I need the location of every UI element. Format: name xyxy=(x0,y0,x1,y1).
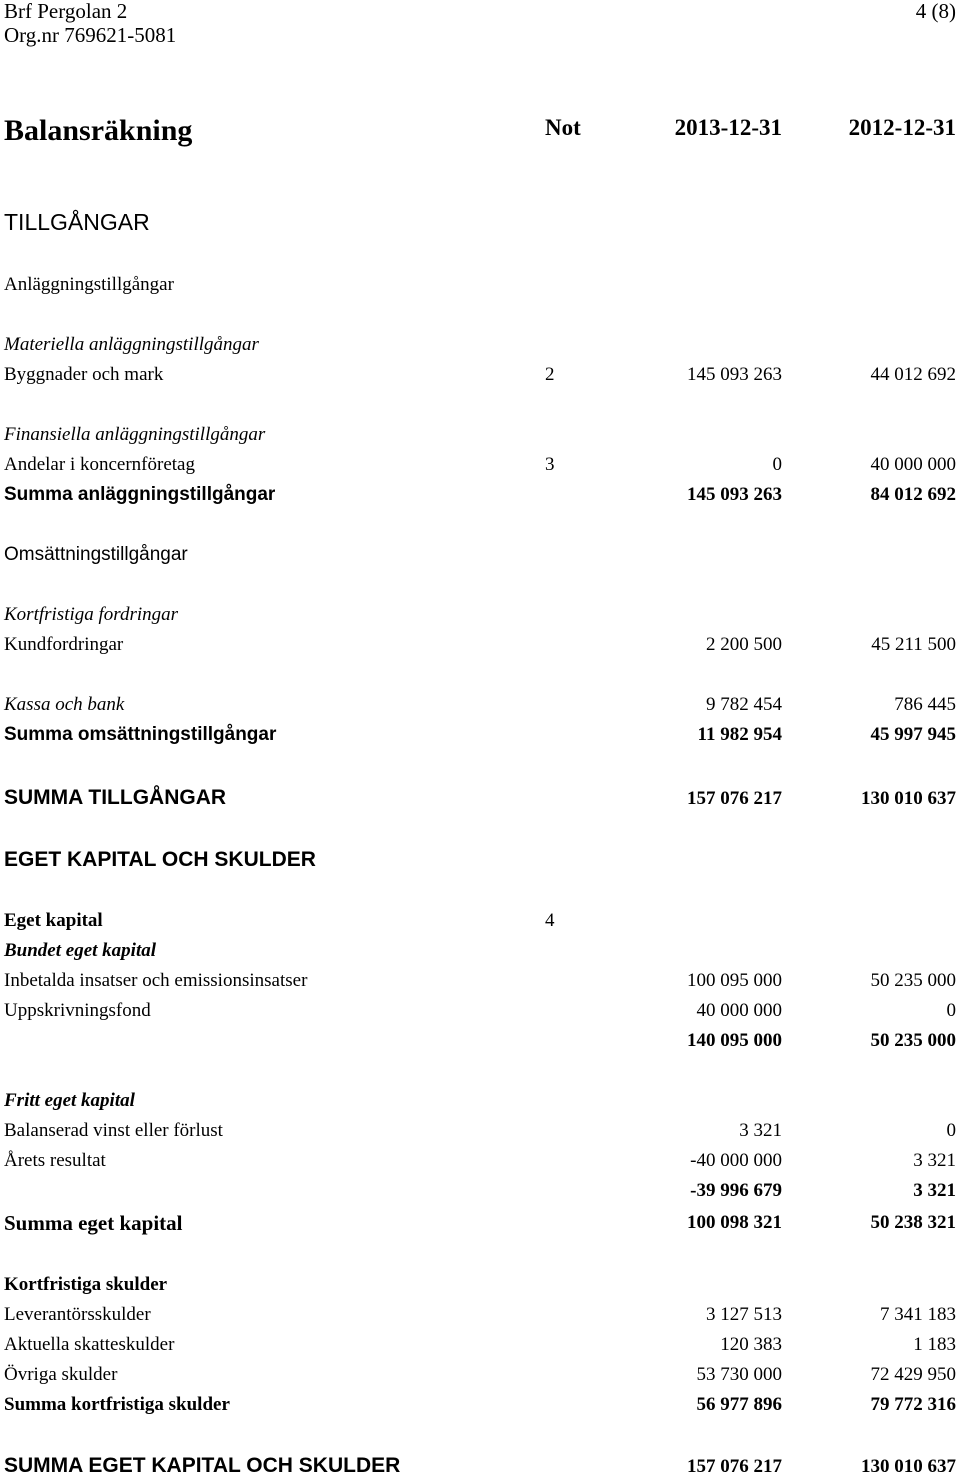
page-number: 4 (8) xyxy=(915,0,956,23)
row-value-2013: 56 977 896 xyxy=(696,1394,782,1415)
row-value-2013: 157 076 217 xyxy=(687,1456,782,1477)
row-value-2013: 145 093 263 xyxy=(687,364,782,385)
current-assets-heading: Omsättningstillgångar xyxy=(4,544,188,565)
row-label: Leverantörsskulder xyxy=(4,1304,151,1325)
row-label: Övriga skulder xyxy=(4,1364,118,1385)
row-label: Inbetalda insatser och emissionsinsatser xyxy=(4,970,308,991)
row-label: Aktuella skatteskulder xyxy=(4,1334,175,1355)
receivables-heading: Kortfristiga fordringar xyxy=(4,604,179,625)
row-note: 3 xyxy=(545,454,555,475)
row-value-2012: 3 321 xyxy=(913,1180,956,1201)
row-value-2012: 72 429 950 xyxy=(870,1364,956,1385)
row-value-2013: -39 996 679 xyxy=(690,1180,782,1201)
row-value-2012: 45 997 945 xyxy=(870,724,956,745)
row-value-2012: 3 321 xyxy=(913,1150,956,1171)
row-value-2013: 100 098 321 xyxy=(687,1212,782,1233)
row-value-2012: 7 341 183 xyxy=(880,1304,956,1325)
row-label: Balanserad vinst eller förlust xyxy=(4,1120,223,1141)
row-label: Summa anläggningstillgångar xyxy=(4,484,276,505)
row-value-2013: 120 383 xyxy=(720,1334,782,1355)
free-equity-heading: Fritt eget kapital xyxy=(4,1090,135,1111)
assets-heading: TILLGÅNGAR xyxy=(4,209,150,235)
row-value-2013: 157 076 217 xyxy=(687,788,782,809)
row-value-2012: 0 xyxy=(946,1000,956,1021)
row-value-2013: 9 782 454 xyxy=(706,694,782,715)
org-number: Org.nr 769621-5081 xyxy=(4,23,177,47)
row-value-2012: 50 235 000 xyxy=(870,1030,956,1051)
row-value-2012: 44 012 692 xyxy=(870,364,956,385)
row-label: Uppskrivningsfond xyxy=(4,1000,151,1021)
financial-assets-heading: Finansiella anläggningstillgångar xyxy=(4,424,266,445)
row-label: Summa kortfristiga skulder xyxy=(4,1394,230,1415)
row-label: Kundfordringar xyxy=(4,634,124,655)
row-value-2013: 2 200 500 xyxy=(706,634,782,655)
row-value-2012: 50 235 000 xyxy=(870,970,956,991)
row-label: Årets resultat xyxy=(4,1150,106,1171)
row-value-2012: 786 445 xyxy=(894,694,956,715)
equity-note: 4 xyxy=(545,910,555,931)
equity-liabilities-heading: EGET KAPITAL OCH SKULDER xyxy=(4,848,316,871)
row-label: Byggnader och mark xyxy=(4,364,164,385)
column-header-not: Not xyxy=(545,115,581,140)
row-label: Summa eget kapital xyxy=(4,1211,183,1235)
row-value-2012: 50 238 321 xyxy=(870,1212,956,1233)
equity-heading: Eget kapital xyxy=(4,910,103,931)
row-value-2012: 0 xyxy=(946,1120,956,1141)
row-label: SUMMA EGET KAPITAL OCH SKULDER xyxy=(4,1454,401,1477)
page-title: Balansräkning xyxy=(4,114,193,147)
restricted-equity-heading: Bundet eget kapital xyxy=(4,940,156,961)
row-label: SUMMA TILLGÅNGAR xyxy=(4,786,227,809)
column-header-2013: 2013-12-31 xyxy=(674,115,782,140)
tangible-assets-heading: Materiella anläggningstillgångar xyxy=(4,334,259,355)
row-note: 2 xyxy=(545,364,555,385)
fixed-assets-heading: Anläggningstillgångar xyxy=(4,274,174,295)
row-value-2013: 140 095 000 xyxy=(687,1030,782,1051)
row-value-2013: 100 095 000 xyxy=(687,970,782,991)
row-value-2013: 3 127 513 xyxy=(706,1304,782,1325)
column-header-2012: 2012-12-31 xyxy=(848,115,956,140)
row-label: Kassa och bank xyxy=(4,694,125,715)
row-value-2012: 79 772 316 xyxy=(870,1394,956,1415)
row-label: Andelar i koncernföretag xyxy=(4,454,195,475)
row-value-2013: 53 730 000 xyxy=(696,1364,782,1385)
row-value-2012: 1 183 xyxy=(913,1334,956,1355)
org-name: Brf Pergolan 2 xyxy=(4,0,128,23)
row-value-2013: 0 xyxy=(772,454,782,475)
row-value-2013: 11 982 954 xyxy=(697,724,782,745)
row-value-2012: 130 010 637 xyxy=(861,788,956,809)
row-value-2012: 40 000 000 xyxy=(870,454,956,475)
row-value-2013: -40 000 000 xyxy=(690,1150,782,1171)
row-value-2013: 3 321 xyxy=(739,1120,782,1141)
row-value-2013: 40 000 000 xyxy=(696,1000,782,1021)
row-value-2012: 130 010 637 xyxy=(861,1456,956,1477)
row-value-2012: 84 012 692 xyxy=(870,484,956,505)
row-label: Summa omsättningstillgångar xyxy=(4,724,277,745)
short-liabilities-heading: Kortfristiga skulder xyxy=(4,1274,168,1295)
row-value-2013: 145 093 263 xyxy=(687,484,782,505)
row-value-2012: 45 211 500 xyxy=(871,634,956,655)
